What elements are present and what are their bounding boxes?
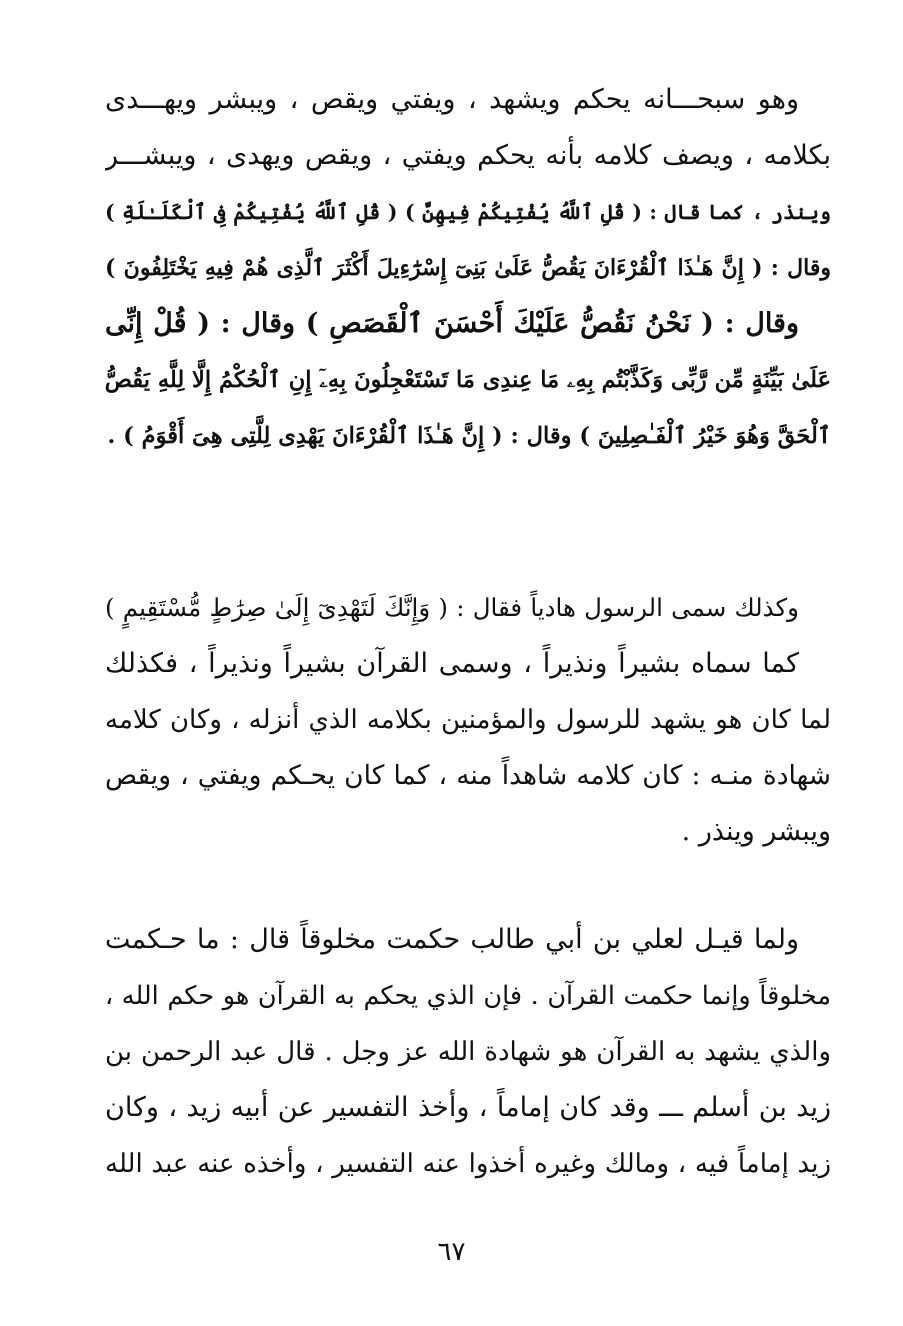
quran-verse-line: وقال : ( نَحْنُ نَقُصُّ عَلَيْكَ أَحْسَنَ ٱلْقَصَصِ ) وقال : ( قُلْ إِنِّى (105, 308, 799, 339)
text-line: ويبشر وينذر . (681, 816, 831, 847)
quran-verse-line: وقال : ( إِنَّ هَـٰذَا ٱلْقُرْءَانَ يَقُصُّ عَلَىٰ بَنِىٓ إِسْرَٰٓءِيلَ أَكْثَرَ ٱلَّذِى هُمْ فِيهِ يَخْتَلِفُونَ ) (105, 255, 831, 281)
text-line: لما كان هو يشهد للرسول والمؤمنين بكلامه الذي أنزله ، وكان كلامه (105, 705, 831, 735)
paragraph-3 (105, 912, 831, 1192)
text-line: زيد بن أسلم ـــ وقد كان إماماً ، وأخذ التفسير عن أبيه زيد ، وكان (105, 1092, 831, 1123)
text-line: كما سماه بشيراً ونذيراً ، وسمى القرآن بشيراً ونذيراً ، فكذلك (105, 648, 799, 679)
page-number: ٦٧ (437, 1237, 466, 1267)
text-line: وكذلك سمى الرسول هادياً فقال : ( وَإِنَّكَ لَتَهْدِىٓ إِلَىٰ صِرَٰطٍ مُّسْتَقِيمٍ ) (105, 593, 799, 622)
text-line: والذي يشهد به القرآن هو شهادة الله عز وجل . قال عبد الرحمن بن (105, 1037, 831, 1067)
text-line: بكلامه ، ويصف كلامه بأنه يحكم ويفتي ، ويقص ويهدى ، ويبشـــر (105, 140, 831, 171)
text-line: شهادة منـه : كان كلامه شاهداً منه ، كما كان يحـكم ويفتي ، ويقص (105, 760, 831, 791)
text-line: زيد إماماً فيه ، ومالك وغيره أخذوا عنه التفسير ، وأخذه عنه عبد الله (105, 1149, 831, 1179)
text-line: وهو سبحـــانه يحكم ويشهد ، ويفتي ويقص ، ويبشر ويهـــدى (105, 84, 799, 115)
quran-verse-line: وينذر ، كما قال : ( قُلِ ٱللَّهُ يُفْتِيكُمْ فِيهِنَّ ) ( قُلِ ٱللَّهُ يُفْتِيكُمْ فِى ٱلْكَلَـٰلَةِ ) (105, 200, 831, 224)
quran-verse-line: عَلَىٰ بَيِّنَةٍ مِّن رَّبِّى وَكَذَّبْتُم بِهِۦ مَا عِندِى مَا تَسْتَعْجِلُونَ بِهِۦٓ إِنِ ٱلْحُكْمُ إِلَّا لِلَّهِ يَقُصُّ (105, 367, 831, 393)
text-line: مخلوقاً وإنما حكمت القرآن . فإن الذي يحكم به القرآن هو حكم الله ، (105, 981, 831, 1011)
text-line: ولما قيـل لعلي بن أبي طالب حكمت مخلوقاً قال : ما حـكمت (105, 924, 799, 955)
quran-verse-line: ٱلْحَقَّ وَهُوَ خَيْرُ ٱلْفَـٰصِلِينَ ) وقال : ( إِنَّ هَـٰذَا ٱلْقُرْءَانَ يَهْدِى لِلَّتِى هِىَ أَقْوَمُ ) . (107, 423, 831, 449)
paragraph-1 (105, 72, 831, 464)
paragraph-2 (105, 580, 831, 860)
